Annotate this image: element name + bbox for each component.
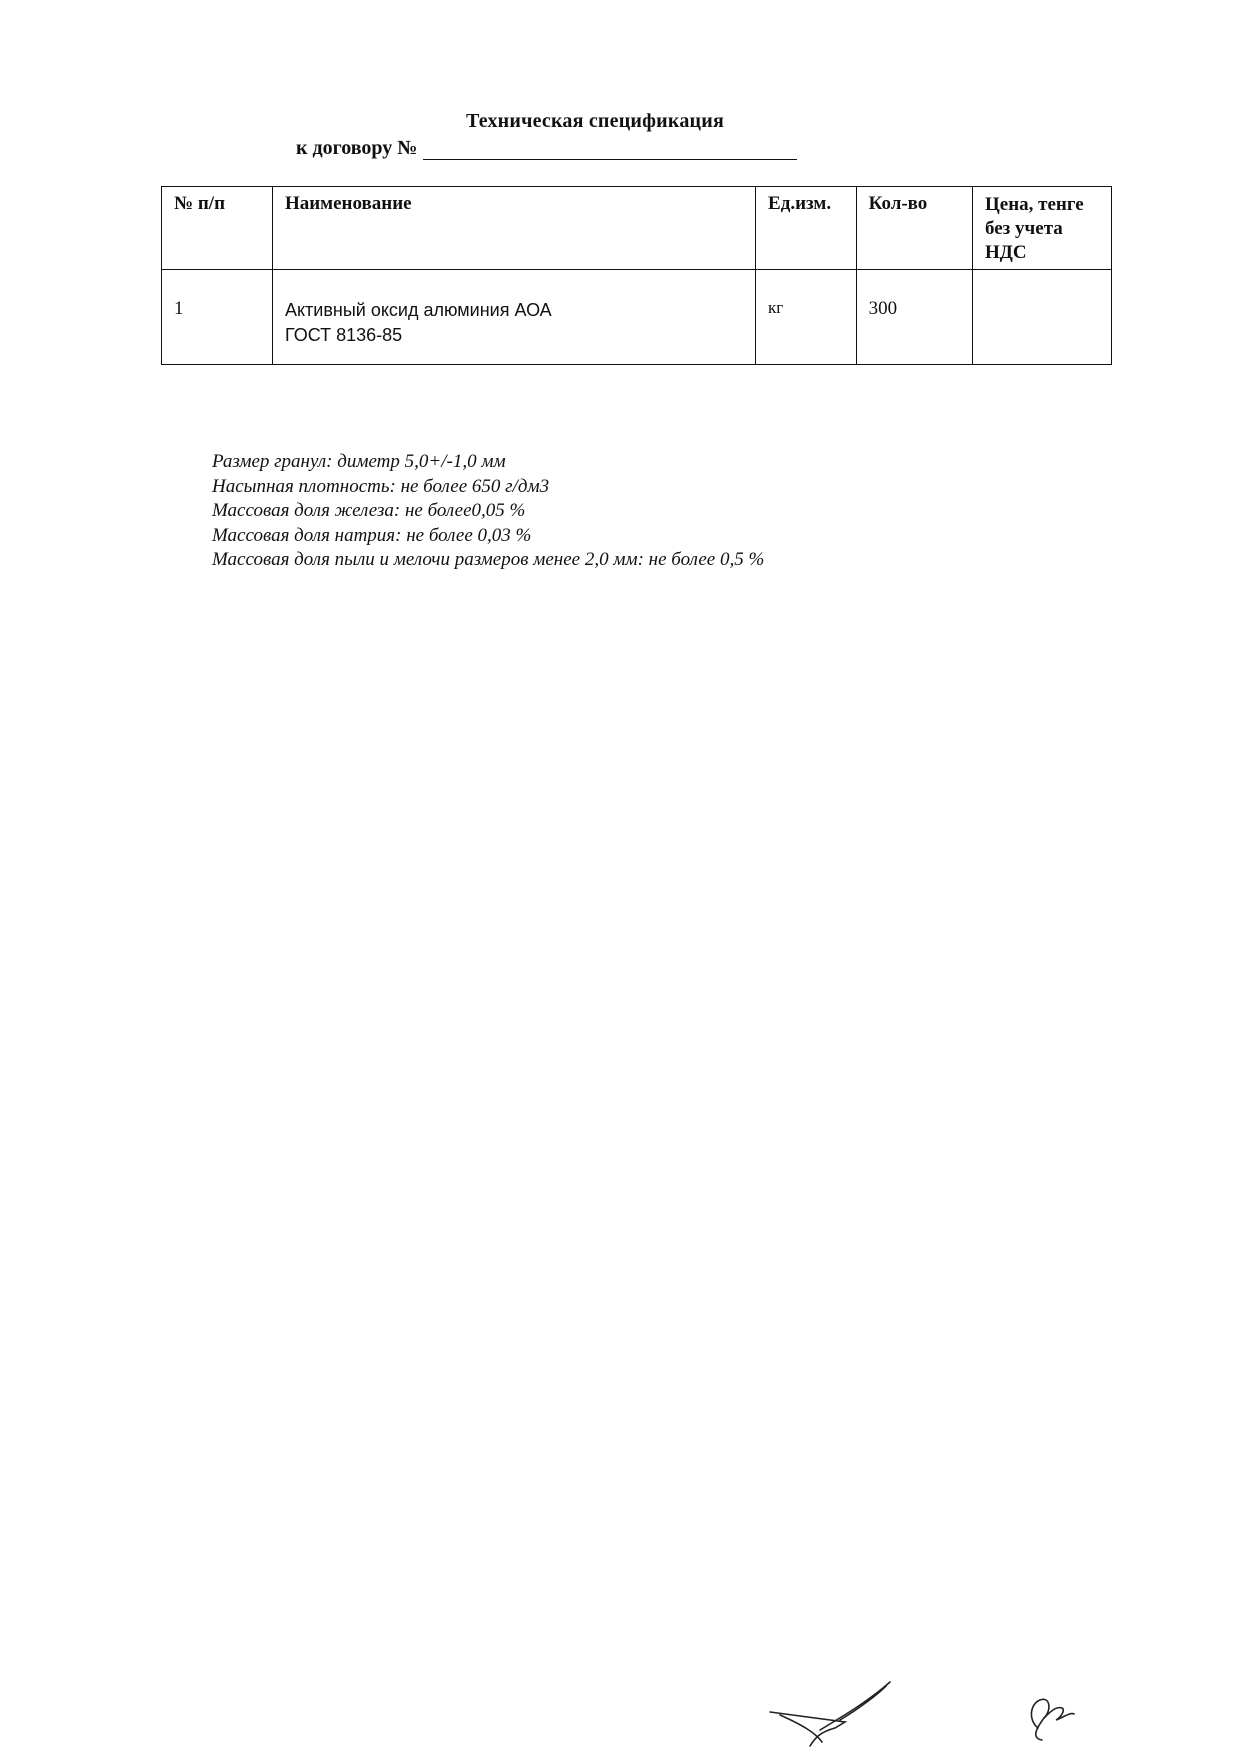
spec-line-iron-fraction: Массовая доля железа: не более0,05 % — [212, 500, 526, 521]
row-quantity: 300 — [856, 270, 972, 365]
header-price: Цена, тенге без учета НДС — [972, 187, 1111, 270]
table-header-row — [162, 187, 1112, 270]
row-unit: кг — [756, 270, 857, 365]
header-unit: Ед.изм. — [756, 187, 857, 270]
row-name-line-1: Активный оксид алюминия АОА — [284, 300, 552, 320]
contract-label: к договору № — [296, 137, 418, 159]
spec-line-granule-size: Размер гранул: диметр 5,0+/-1,0 мм — [212, 451, 506, 472]
spec-line-sodium-fraction: Массовая доля натрия: не более 0,03 % — [212, 524, 532, 546]
row-name — [272, 270, 755, 365]
contract-reference — [296, 137, 797, 160]
row-number: 1 — [162, 270, 273, 365]
header-number: № п/п — [162, 187, 273, 270]
handwritten-signature-2 — [1031, 1699, 1074, 1740]
document-title: Техническая спецификация — [466, 110, 724, 132]
specification-table — [161, 186, 1112, 365]
table-row — [162, 270, 1112, 365]
row-price — [972, 270, 1111, 365]
header-name: Наименование — [272, 187, 755, 270]
row-name-line-2: ГОСТ 8136-85 — [284, 325, 403, 345]
spec-line-bulk-density: Насыпная плотность: не более 650 г/дм3 — [212, 475, 550, 497]
signatures-area — [760, 1660, 1100, 1750]
handwritten-signature-1 — [770, 1682, 890, 1746]
spec-line-dust-fraction: Массовая доля пыли и мелочи размеров менее 2,0 мм: не более 0,5 % — [212, 549, 765, 570]
product-specifications — [212, 450, 764, 573]
contract-number-blank — [423, 141, 797, 160]
header-quantity: Кол-во — [856, 187, 972, 270]
